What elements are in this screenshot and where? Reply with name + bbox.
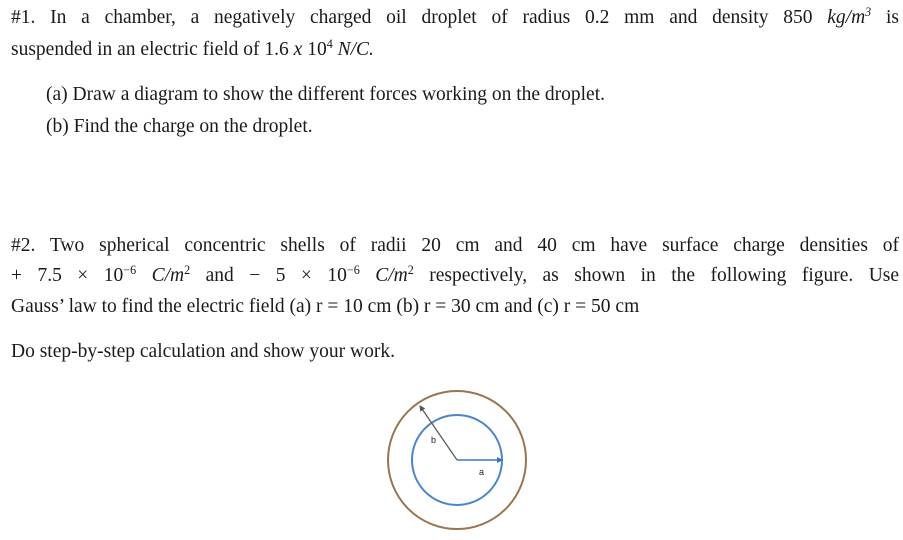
problem1-line1-text: #1. In a chamber, a negatively charged oil droplet of radius 0.2 mm and density 850 xyxy=(11,7,813,28)
density-1-value: + 7.5 × 10 xyxy=(11,265,124,286)
label-a: a xyxy=(479,467,485,477)
density-2 xyxy=(249,265,414,286)
problem1-part-a: (a) Draw a diagram to show the different forces working on the droplet. xyxy=(46,84,605,105)
and-word: and xyxy=(205,265,234,286)
density-unit-exponent: 3 xyxy=(865,5,872,20)
density-2-unit: C/m xyxy=(375,265,408,286)
instruction-text: Do step-by-step calculation and show your work. xyxy=(11,341,395,362)
problem2-line3: Gauss’ law to find the electric field (a) r = 10 cm (b) r = 30 cm and (c) r = 50 cm xyxy=(11,296,640,317)
problem1-line2-text: suspended in an electric field of 1.6 xyxy=(11,39,289,60)
field-base: 10 xyxy=(307,39,327,60)
density-1-unit: C/m xyxy=(151,265,185,286)
field-exponent: 4 xyxy=(326,37,333,52)
density-1-exponent: −6 xyxy=(123,263,137,278)
density-2-value: − 5 × 10 xyxy=(249,265,347,286)
density-2-unit-exponent: 2 xyxy=(407,263,414,278)
density-2-exponent: −6 xyxy=(346,263,360,278)
label-b: b xyxy=(431,435,437,445)
density-unit-base: kg/m xyxy=(827,7,866,28)
problem2-line1: #2. Two spherical concentric shells of radii 20 cm and 40 cm have surface charge densities of xyxy=(11,235,899,256)
problem1-line2 xyxy=(11,37,374,60)
times-symbol: x xyxy=(293,39,303,60)
problem1-part-b: (b) Find the charge on the droplet. xyxy=(46,116,313,137)
problem2-line2 xyxy=(11,263,900,286)
density-unit xyxy=(827,7,871,28)
density-1 xyxy=(11,265,190,286)
concentric-shells-figure xyxy=(385,382,529,539)
problem1-line1 xyxy=(11,5,900,28)
density-1-unit-exponent: 2 xyxy=(184,263,191,278)
problem1-line1-end: is xyxy=(886,7,900,28)
problem2-line2-end: respectively, as shown in the following figure. Use xyxy=(429,265,900,286)
radius-b-arrow xyxy=(420,406,457,460)
field-unit: N/C. xyxy=(337,39,374,60)
